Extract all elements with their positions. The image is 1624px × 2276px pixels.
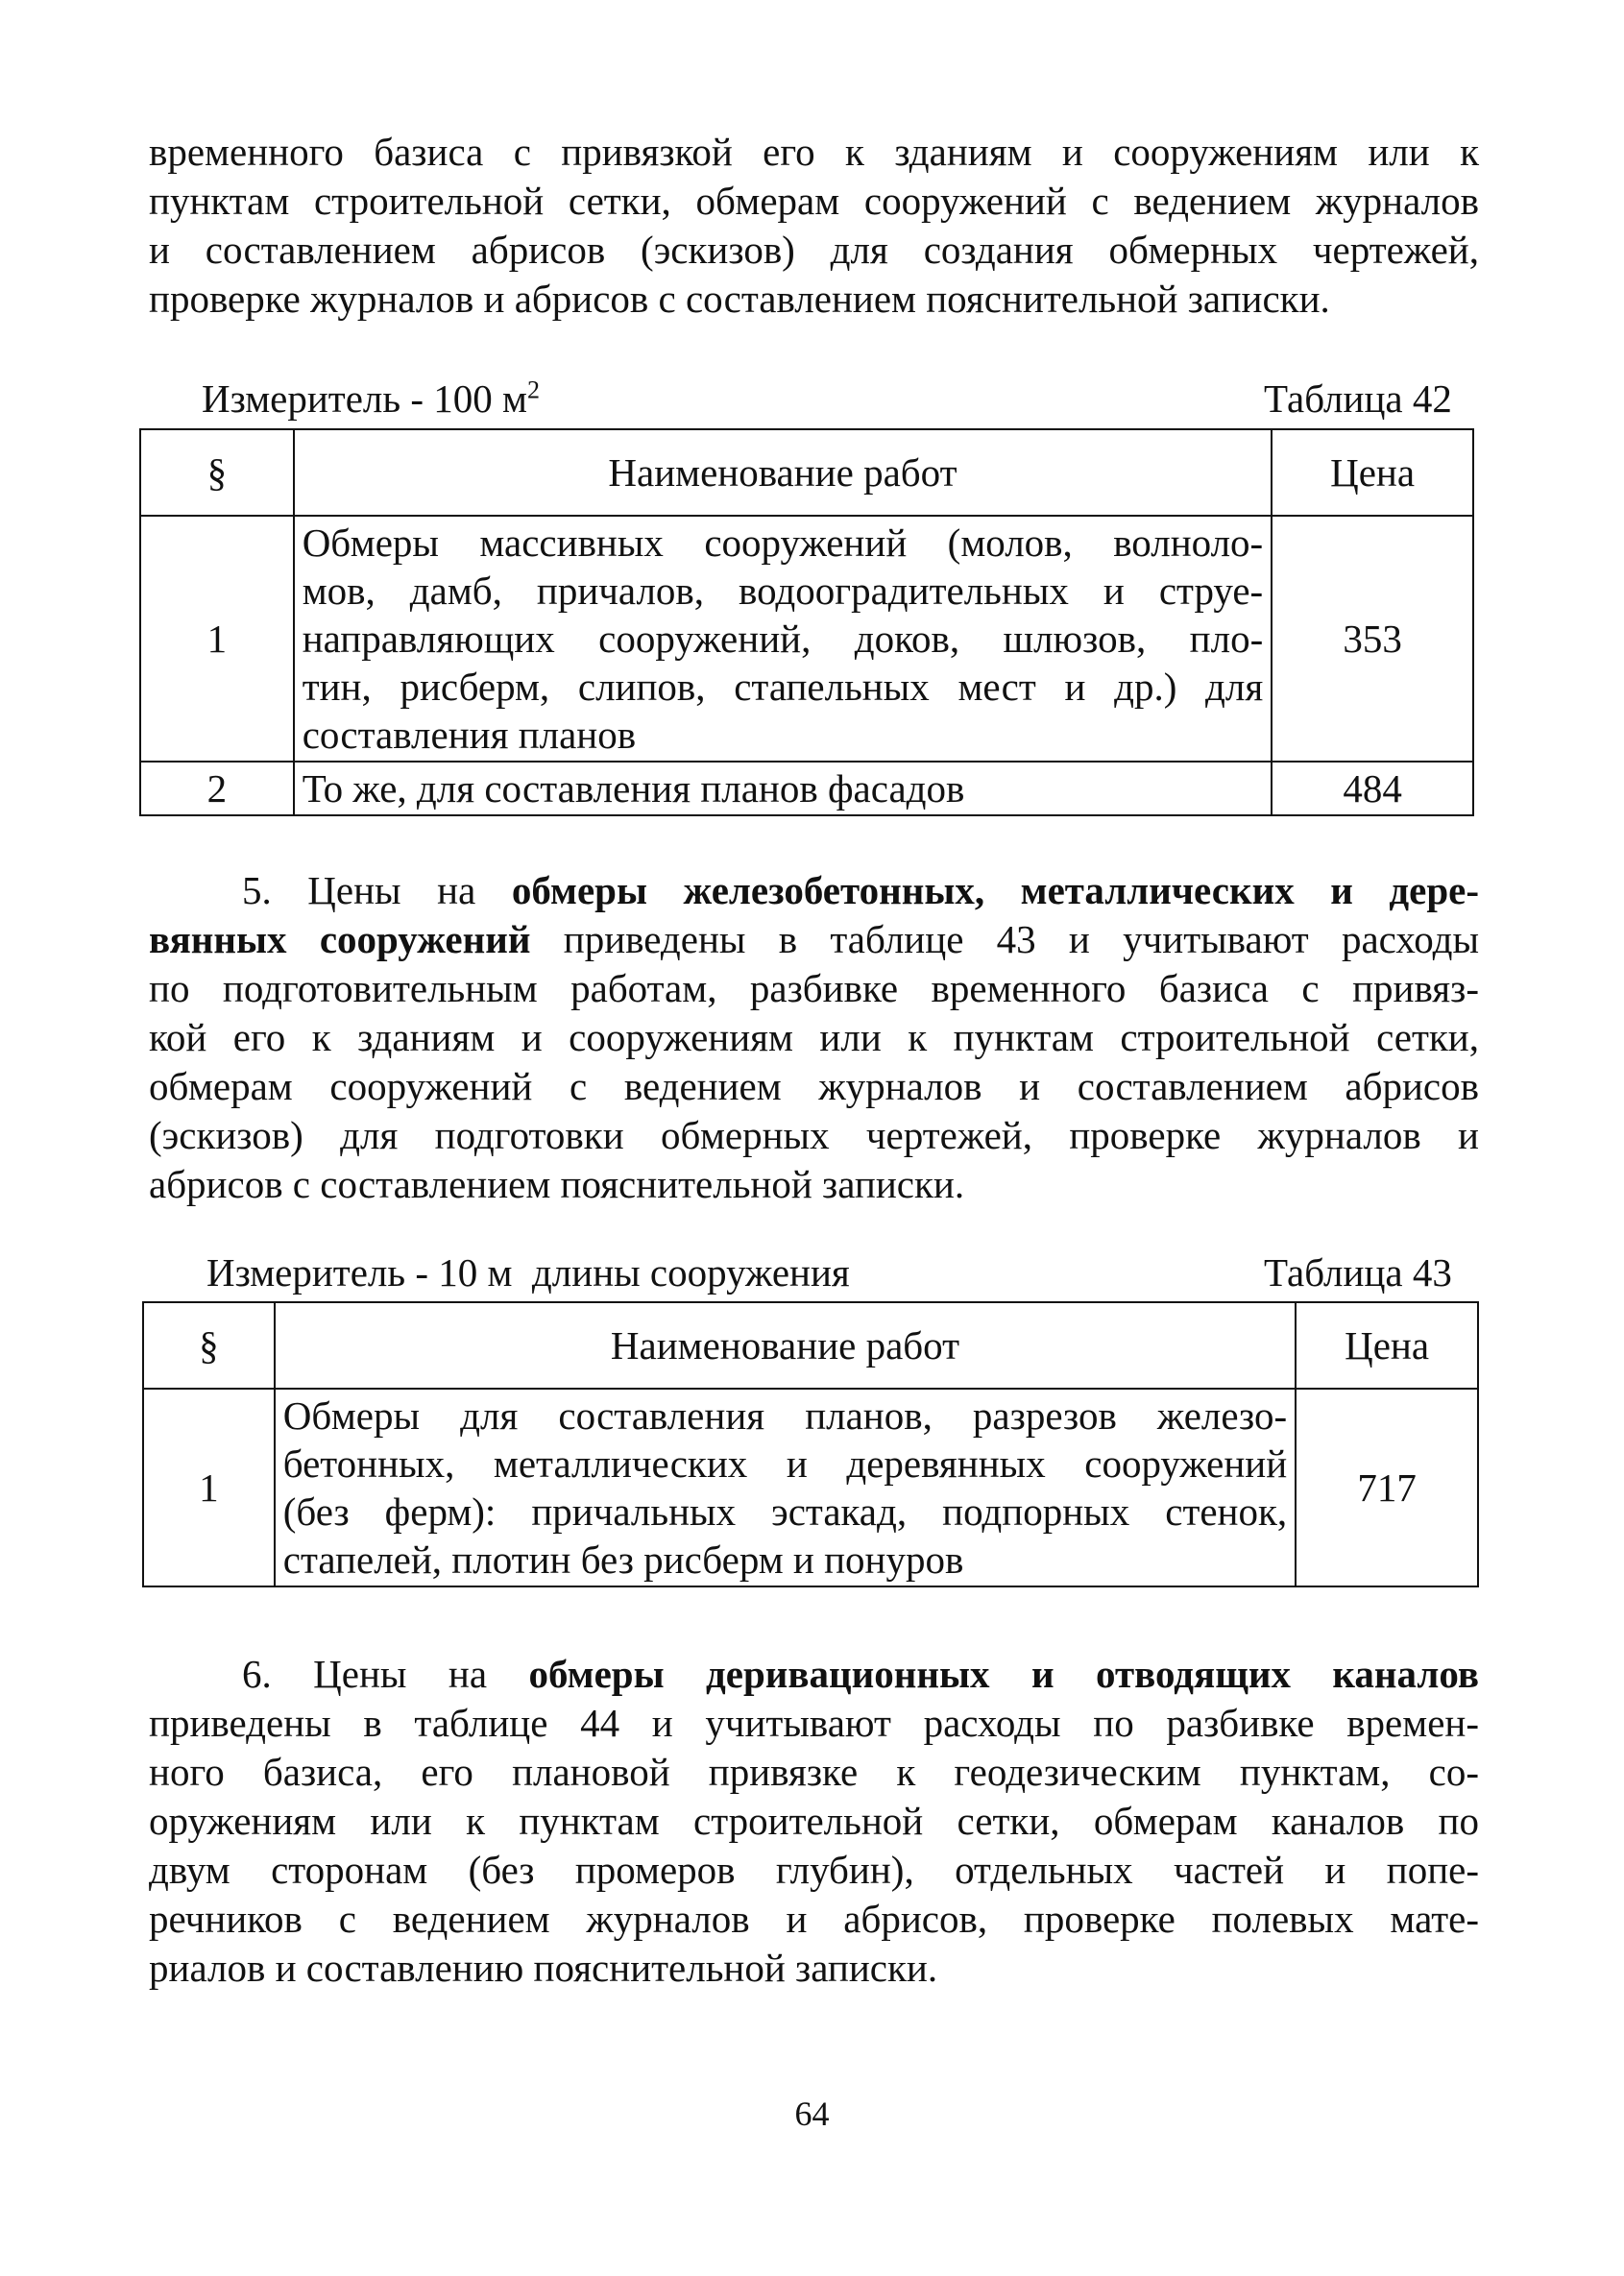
text-line: и составлением абрисов (эскизов) для создания обмерных чертежей,: [149, 228, 1479, 272]
row-number: 1: [140, 516, 294, 762]
text-line: по подготовительным работам, разбивке временного базиса с привяз-: [149, 966, 1479, 1010]
text-line: риалов и составлению пояснительной записки.: [149, 1946, 938, 1990]
text-line: двум сторонам (без промеров глубин), отдельных частей и попе-: [149, 1848, 1479, 1892]
table42-measure-caption: Измеритель - 100 $м^2$: [202, 375, 540, 421]
header-price: Цена: [1296, 1302, 1478, 1389]
text-line: временного базиса с привязкой его к зданиям и сооружениям или к: [149, 130, 1479, 174]
section6-paragraph: [149, 1650, 1479, 1993]
text-line: пунктам строительной сетки, обмерам сооружений с ведением журналов: [149, 179, 1479, 223]
table42-label: Таблица 42: [1264, 376, 1452, 421]
text-line: оружениям или к пунктам строительной сетки, обмерам каналов по: [149, 1799, 1479, 1843]
row-work-name: То же, для составления планов фасадов: [294, 762, 1273, 815]
table-row: [140, 762, 1473, 815]
header-section-symbol: §: [140, 429, 294, 516]
header-work-name: Наименование работ: [275, 1302, 1296, 1389]
row-price: 484: [1272, 762, 1473, 815]
section-number: 5: [242, 868, 262, 912]
table-header-row: [143, 1302, 1478, 1389]
table43-measure-caption: Измеритель - 10 м длины сооружения: [206, 1250, 850, 1295]
text-line: ного базиса, его плановой привязке к геодезическим пунктам, со-: [149, 1750, 1479, 1794]
row-price: 353: [1272, 516, 1473, 762]
header-price: Цена: [1272, 429, 1473, 516]
text-line: речников с ведением журналов и абрисов, проверке полевых мате-: [149, 1897, 1479, 1941]
text-line: абрисов с составлением пояснительной записки.: [149, 1162, 965, 1206]
page-number: 64: [794, 2094, 830, 2133]
table-row: [140, 516, 1473, 762]
intro-paragraph: [149, 128, 1479, 324]
text-line: 6. Цены на обмеры деривационных и отводящих каналов: [242, 1652, 1480, 1696]
text-line: обмерам сооружений с ведением журналов и составлением абрисов: [149, 1064, 1479, 1108]
row-work-name: Обмеры массивных сооружений (молов, волноло- мов, дамб, причалов, водооградительных и струе- направляющих сооружений, доков, шлюзов, пло- тин, рисберм, слипов, стапельных мест и др.) для составления планов: [294, 516, 1273, 762]
text-line: кой его к зданиям и сооружениям или к пунктам строительной сетки,: [149, 1015, 1479, 1059]
table43: [142, 1301, 1479, 1587]
header-work-name: Наименование работ: [294, 429, 1273, 516]
row-price: 717: [1296, 1389, 1478, 1586]
text-line: вянных сооружений приведены в таблице 43 и учитывают расходы: [149, 917, 1479, 961]
table-header-row: [140, 429, 1473, 516]
text-line: (эскизов) для подготовки обмерных чертежей, проверке журналов и: [149, 1113, 1479, 1157]
row-work-name: Обмеры для составления планов, разрезов железо- бетонных, металлических и деревянных сооружений (без ферм): причальных эстакад, подпорных стенок, стапелей, плотин без рисберм и понуров: [275, 1389, 1296, 1586]
text-line: проверке журналов и абрисов с составлением пояснительной записки.: [149, 277, 1330, 321]
table-row: [143, 1389, 1478, 1586]
row-number: 1: [143, 1389, 275, 1586]
table43-label: Таблица 43: [1264, 1250, 1452, 1295]
table42: [139, 428, 1474, 816]
text-line: 5. Цены на обмеры железобетонных, металлических и дере-: [242, 868, 1480, 912]
text-line: приведены в таблице 44 и учитывают расходы по разбивке времен-: [149, 1701, 1479, 1745]
header-section-symbol: §: [143, 1302, 275, 1389]
row-number: 2: [140, 762, 294, 815]
section5-paragraph: [149, 866, 1479, 1209]
section-number: 6: [242, 1652, 262, 1696]
superscript: 2: [526, 375, 540, 404]
